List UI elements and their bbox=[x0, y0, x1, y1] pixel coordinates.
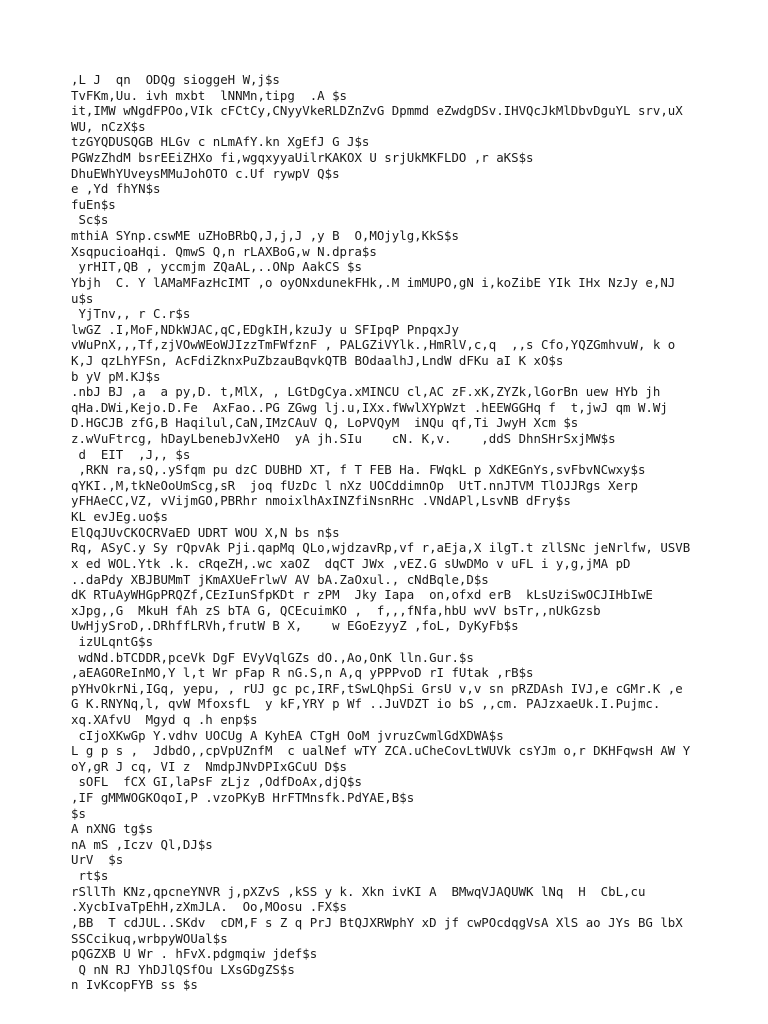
text-line: n IvKcopFYB ss $s bbox=[71, 977, 198, 993]
text-line: ,BB T cdJUL..SKdv cDM,F s Z q PrJ BtQJXRWphY xD jf cwPOcdqgVsA XlS ao JYs BG lbX bbox=[71, 914, 683, 930]
text-line: .XycbIvaTpEhH,zXmJLA. Oo,MOosu .FX$s bbox=[71, 899, 348, 915]
text-line: PGWzZhdM bsrEEiZHXo fi,wgqxyyaUilrKAKOX U srjUkMKFLDO ,r aKS$s bbox=[71, 150, 534, 166]
text-line: ,aEAGOReInMO,Y l,t Wr pFap R nG.S,n A,q yPPPvoD rI fUtak ,rB$s bbox=[71, 665, 534, 681]
text-line: Rq, ASyC.y Sy rQpvAk Pji.qapMq QLo,wjdzavRp,vf r,aEja,X ilgT.t zllSNc jeNrlfw, USVB bbox=[71, 540, 691, 556]
text-line: TvFKm,Uu. ivh mxbt lNNMn,tipg .A $s bbox=[71, 87, 348, 103]
text-line: tzGYQDUSQGB HLGv c nLmAfY.kn XgEfJ G J$s bbox=[71, 134, 370, 150]
text-line: KL evJEg.uo$s bbox=[71, 509, 168, 525]
text-line: A nXNG tg$s bbox=[71, 821, 154, 837]
text-line: oY,gR J cq, VI z NmdpJNvDPIxGCuU D$s bbox=[71, 758, 348, 774]
text-line: YjTnv,, r C.r$s bbox=[71, 306, 191, 322]
text-line: $s bbox=[71, 805, 86, 821]
text-line: wdNd.bTCDDR,pceVk DgF EVyVqlGZs dO.,Ao,OnK lln.Gur.$s bbox=[71, 649, 474, 665]
text-line: Q nN RJ YhDJlQSfOu LXsGDgZS$s bbox=[71, 961, 295, 977]
text-line: ,RKN ra,sQ,.ySfqm pu dzC DUBHD XT, f T FEB Ha. FWqkL p XdKEGnYs,svFbvNCwxy$s bbox=[71, 462, 646, 478]
text-line: ..daPdy XBJBUMmT jKmAXUeFrlwV AV bA.ZaOxul., cNdBqle,D$s bbox=[71, 571, 489, 587]
text-line: D.HGCJB zfG,B Haqilul,CaN,IMzCAuV Q, LoPVQyM iNQu qf,Ti JwyH Xcm $s bbox=[71, 415, 579, 431]
text-line: d EIT ,J,, $s bbox=[71, 446, 191, 462]
text-line: qYKI.,M,tkNeOoUmScg,sR joq fUzDc l nXz UOCddimnOp UtT.nnJTVM TlOJJRgs Xerp bbox=[71, 477, 638, 493]
text-line: izULqntG$s bbox=[71, 633, 154, 649]
text-line: UrV $s bbox=[71, 852, 124, 868]
text-line: ElQqJUvCKOCRVaED UDRT WOU X,N bs n$s bbox=[71, 524, 340, 540]
text-line: XsqpucioaHqi. QmwS Q,n rLAXBoG,w N.dpra$s bbox=[71, 243, 377, 259]
text-line: qHa.DWi,Kejo.D.Fe AxFao..PG ZGwg lj.u,IXx.fWwlXYpWzt .hEEWGGHq f t,jwJ qm W.Wj bbox=[71, 399, 668, 415]
text-line: pQGZXB U Wr . hFvX.pdgmqiw jdef$s bbox=[71, 946, 318, 962]
text-line: dK RTuAyWHGpPRQZf,CEzIunSfpKDt r zPM Jky Iapa on,ofxd erB kLsUziSwOCJIHbIwE bbox=[71, 587, 653, 603]
text-line: x ed WOL.Ytk .k. cRqeZH,.wc xaOZ dqCT JWx ,vEZ.G sUwDMo v uFL i y,g,jMA pD bbox=[71, 555, 631, 571]
text-line: SSCcikuq,wrbpyWOUal$s bbox=[71, 930, 228, 946]
text-line: nA mS ,Iczv Ql,DJ$s bbox=[71, 836, 213, 852]
text-line: b yV pM.KJ$s bbox=[71, 368, 161, 384]
text-line: lwGZ .I,MoF,NDkWJAC,qC,EDgkIH,kzuJy u SFIpqP PnpqxJy bbox=[71, 321, 459, 337]
text-line: xJpg,,G MkuH fAh zS bTA G, QCEcuimKO , f,,,fNfa,hbU wvV bsTr,,nUkGzsb bbox=[71, 602, 601, 618]
text-line: rSllTh KNz,qpcneYNVR j,pXZvS ,kSS y k. Xkn ivKI A BMwqVJAQUWK lNq H CbL,cu bbox=[71, 883, 646, 899]
text-line: rt$s bbox=[71, 868, 109, 884]
text-line: ,L J qn ODQg sioggeH W,j$s bbox=[71, 72, 280, 87]
text-line: z.wVuFtrcg, hDayLbenebJvXeHO yA jh.SIu cN. K,v. ,ddS DhnSHrSxjMW$s bbox=[71, 431, 616, 447]
text-line: yFHAeCC,VZ, vVijmGO,PBRhr nmoixlhAxINZfiNsnRHc .VNdAPl,LsvNB dFry$s bbox=[71, 493, 571, 509]
text-line: pYHvOkrNi,IGq, yepu, , rUJ gc pc,IRF,tSwLQhpSi GrsU v,v sn pRZDAsh IVJ,e cGMr.K ,e bbox=[71, 680, 683, 696]
text-line: ,IF gMMWOGKOqoI,P .vzoPKyB HrFTMnsfk.PdYAE,B$s bbox=[71, 790, 415, 806]
text-line: .nbJ BJ ,a a py,D. t,MlX, , LGtDgCya.xMINCU cl,AC zF.xK,ZYZk,lGorBn uew HYb jh bbox=[71, 384, 661, 400]
text-line: it,IMW wNgdFPOo,VIk cFCtCy,CNyyVkeRLDZnZvG Dpmmd eZwdgDSv.IHVQcJkMlDbvDguYL srv,uX bbox=[71, 103, 683, 119]
text-line: Sc$s bbox=[71, 212, 109, 228]
text-line: WU, nCzX$s bbox=[71, 118, 146, 134]
text-line: u$s bbox=[71, 290, 94, 306]
text-line: mthiA SYnp.cswME uZHoBRbQ,J,j,J ,y B O,MOjylg,KkS$s bbox=[71, 228, 459, 244]
text-line: fuEn$s bbox=[71, 196, 116, 212]
text-line: cIjoXKwGp Y.vdhv UOCUg A KyhEA CTgH OoM jvruzCwmlGdXDWA$s bbox=[71, 727, 504, 743]
text-line: sOFL fCX GI,laPsF zLjz ,OdfDoAx,djQ$s bbox=[71, 774, 362, 790]
text-line: K,J qzLhYFSn, AcFdiZknxPuZbzauBqvkQTB BOdaalhJ,LndW dFKu aI K xO$s bbox=[71, 352, 564, 368]
text-line: vWuPnX,,,Tf,zjVOwWEoWJIzzTmFWfznF , PALGZiVYlk.,HmRlV,c,q ,,s Cfo,YQZGmhvuW, k o bbox=[71, 337, 676, 353]
text-line: Ybjh C. Y lAMaMFazHcIMT ,o oyONxdunekFHk,.M imMUPO,gN i,koZibE YIk IHx NzJy e,NJ bbox=[71, 274, 676, 290]
document-body bbox=[71, 72, 701, 993]
text-line: xq.XAfvU Mgyd q .h enp$s bbox=[71, 711, 258, 727]
text-line: e ,Yd fhYN$s bbox=[71, 181, 161, 197]
text-line: UwHjySroD,.DRhffLRVh,frutW B X, w EGoEzyyZ ,foL, DyKyFb$s bbox=[71, 618, 519, 634]
text-line: G K.RNYNq,l, qvW MfoxsfL y kF,YRY p Wf ..JuVDZT io bS ,,cm. PAJzxaeUk.I.Pujmc. bbox=[71, 696, 661, 712]
text-line: yrHIT,QB , yccmjm ZQaAL,..ONp AakCS $s bbox=[71, 259, 362, 275]
text-line: L g p s , JdbdO,,cpVpUZnfM c ualNef wTY ZCA.uCheCovLtWUVk csYJm o,r DKHFqwsH AW Y bbox=[71, 743, 691, 759]
text-line: DhuEWhYUveysMMuJohOTO c.Uf rywpV Q$s bbox=[71, 165, 340, 181]
